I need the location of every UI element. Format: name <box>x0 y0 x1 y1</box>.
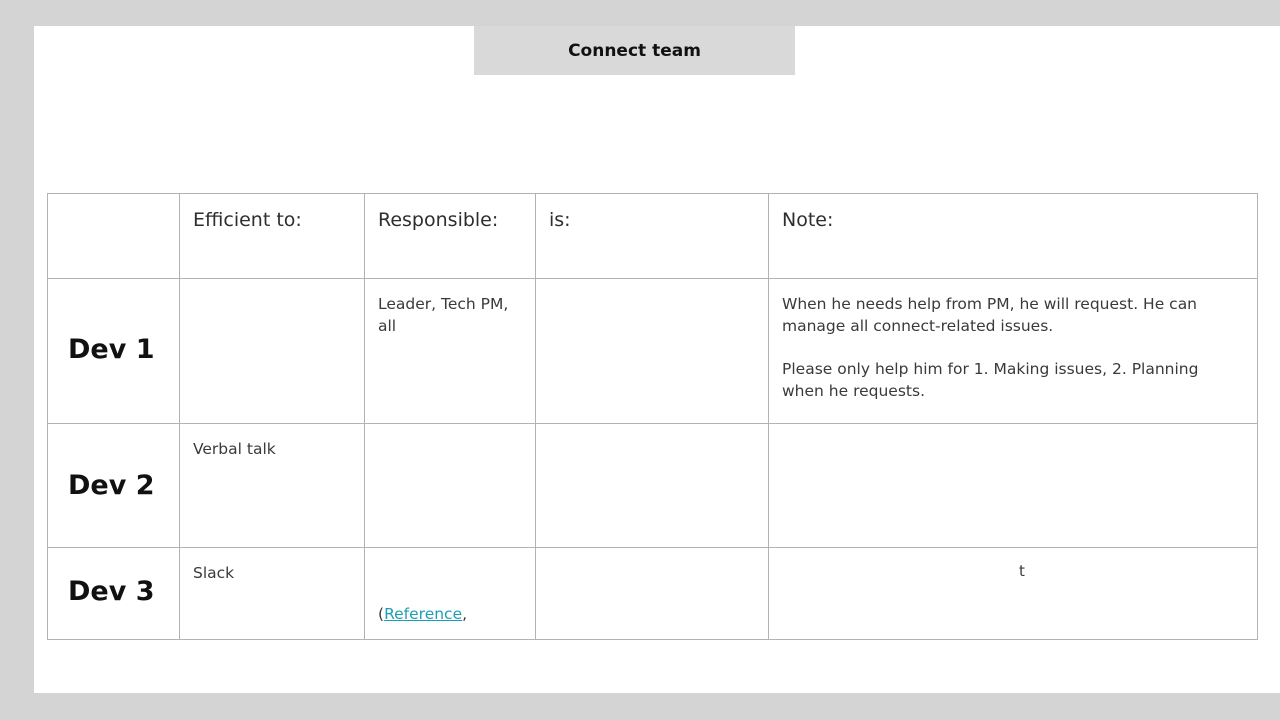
efficient-to-cell <box>180 424 365 548</box>
header-cell-empty <box>48 194 180 279</box>
reference-link[interactable]: Reference <box>384 605 463 623</box>
efficient-to-cell <box>180 548 365 640</box>
header-cell-efficient-to: Efficient to: <box>180 194 365 279</box>
header-cell-responsible: Responsible: <box>365 194 536 279</box>
is-cell <box>536 279 769 424</box>
table-header-row <box>48 194 1258 279</box>
row-name-cell <box>48 424 180 548</box>
is-cell <box>536 424 769 548</box>
note-cell <box>769 279 1258 424</box>
row-name-cell <box>48 279 180 424</box>
dev-name: Dev 3 <box>68 576 155 607</box>
note-cell <box>769 424 1258 548</box>
note-cell <box>769 548 1258 640</box>
row-name-cell <box>48 548 180 640</box>
table-row <box>48 279 1258 424</box>
table-row <box>48 424 1258 548</box>
team-table <box>47 193 1258 640</box>
note-paragraph: Please only help him for 1. Making issues, 2. Planning when he requests. <box>782 360 1199 400</box>
efficient-to-text: Slack <box>193 564 235 582</box>
responsible-cell <box>365 279 536 424</box>
note-fragment: t <box>1019 562 1025 580</box>
efficient-to-cell <box>180 279 365 424</box>
paren-close: , <box>462 605 468 623</box>
table-row <box>48 548 1258 640</box>
header-cell-is: is: <box>536 194 769 279</box>
responsible-cell <box>365 548 536 640</box>
page-title: Connect team <box>474 26 795 75</box>
responsible-text: Leader, Tech PM, all <box>378 295 509 335</box>
dev-name: Dev 2 <box>68 470 155 501</box>
note-paragraph: When he needs help from PM, he will request. He can manage all connect-related issues. <box>782 295 1198 335</box>
efficient-to-text: Verbal talk <box>193 440 276 458</box>
paren-open: ( <box>378 605 385 623</box>
document-page <box>34 26 1280 693</box>
header-cell-note: Note: <box>769 194 1258 279</box>
is-cell <box>536 548 769 640</box>
dev-name: Dev 1 <box>68 334 155 365</box>
responsible-cell <box>365 424 536 548</box>
